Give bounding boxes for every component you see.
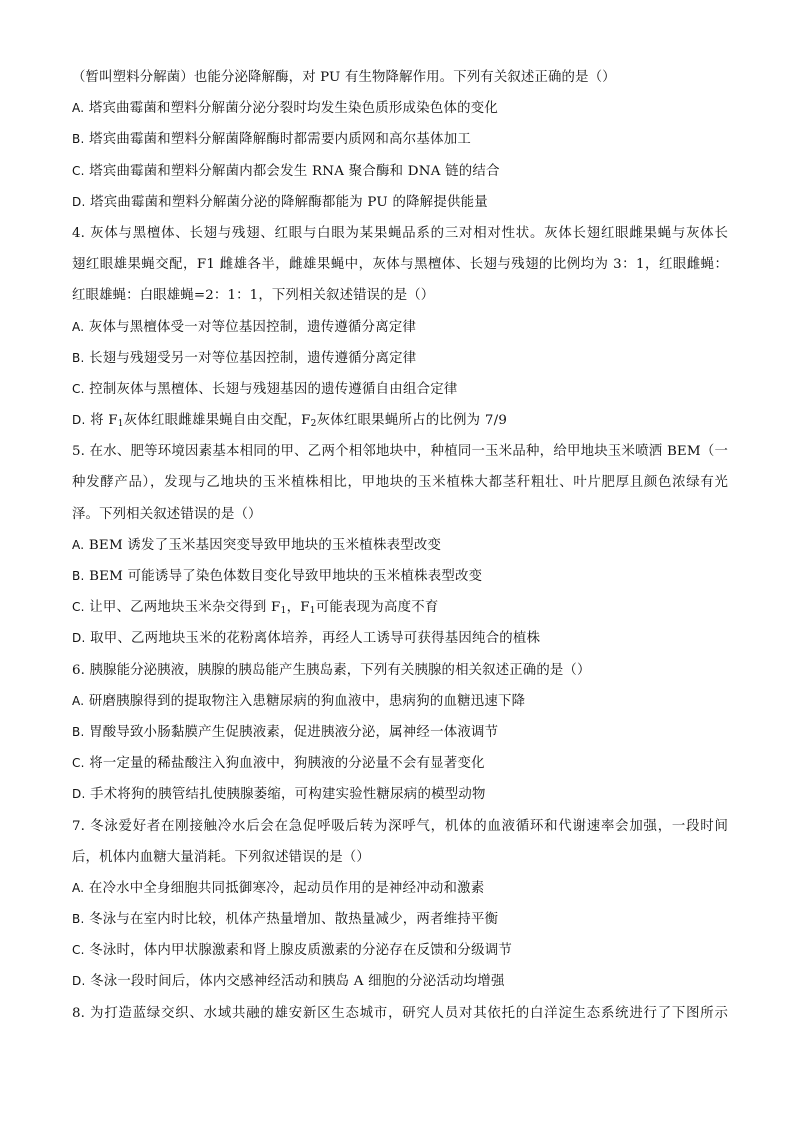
- option-label: B.: [72, 132, 85, 147]
- q5-option-c: [72, 592, 728, 623]
- q6-stem: 6. 胰腺能分泌胰液，胰腺的胰岛能产生胰岛素，下列有关胰腺的相关叙述正确的是（）: [72, 662, 591, 678]
- option-text-part: 灰体红眼雌雄果蝇自由交配，F: [123, 413, 311, 429]
- q4-option-a: [72, 312, 728, 343]
- option-text-part: 将 F: [90, 413, 118, 429]
- q5-stem-line-3: 泽。下列相关叙述错误的是（）: [72, 506, 262, 522]
- q6-option-d: [72, 779, 728, 810]
- option-text: 塔宾曲霉菌和塑料分解菌分泌的降解酶都能为 PU 的降解提供能量: [90, 194, 488, 210]
- q6-option-b: [72, 717, 728, 748]
- q5-option-b: [72, 561, 728, 592]
- q7-option-b: [72, 904, 728, 935]
- option-text: 将一定量的稀盐酸注入狗血液中，狗胰液的分泌量不会有显著变化: [89, 756, 485, 772]
- option-text: BEM 诱发了玉米基因突变导致甲地块的玉米植株表型改变: [88, 537, 442, 553]
- option-text: 冬泳一段时间后，体内交感神经活动和胰岛 A 细胞的分泌活动均增强: [90, 974, 505, 990]
- option-text-part: 可能表现为高度不育: [315, 600, 439, 616]
- option-label: A.: [72, 101, 85, 116]
- subscript: 1: [309, 606, 316, 617]
- subscript: 2: [310, 419, 317, 430]
- q3-option-b: [72, 124, 728, 155]
- option-label: B.: [72, 724, 85, 739]
- subscript: 1: [117, 419, 124, 430]
- option-text: 冬泳时，体内甲状腺激素和肾上腺皮质激素的分泌存在反馈和分级调节: [89, 943, 513, 959]
- option-label: B.: [72, 912, 85, 927]
- option-label: B.: [72, 569, 85, 583]
- option-label: D.: [72, 631, 86, 646]
- option-text: 胃酸导致小肠黏膜产生促胰液素，促进胰液分泌，属神经一体液调节: [89, 724, 499, 740]
- option-label: C.: [72, 163, 85, 178]
- q7-stem-line-2: 后，机体内血糖大量消耗。下列叙述错误的是（）: [72, 849, 370, 865]
- subscript: 1: [280, 606, 287, 617]
- option-label: D.: [72, 787, 86, 802]
- option-text: 在冷水中全身细胞共同抵御寒冷，起动员作用的是神经冲动和激素: [88, 880, 485, 896]
- q5-stem-line-2: 种发酵产品），发现与乙地块的玉米植株相比，甲地块的玉米植株大都茎秆粗壮、叶片肥厚且颜色浓绿有光: [72, 475, 728, 491]
- option-label: A.: [72, 693, 85, 708]
- option-text: 长翅与残翅受另一对等位基因控制，遗传遵循分离定律: [89, 350, 417, 366]
- q4-stem-line-3: 红眼雄蝇：白眼雄蝇=2：1：1，下列相关叙述错误的是（）: [72, 288, 435, 304]
- q4-option-c: [72, 374, 728, 405]
- q7-option-a: [72, 873, 728, 904]
- q3-option-c: [72, 156, 728, 187]
- q4-stem-line-2: 翅红眼雄果蝇交配，F1 雌雄各半，雌雄果蝇中，灰体与黑檀体、长翅与残翅的比例均为 3：1，红眼雌蝇：: [72, 257, 728, 273]
- option-label: C.: [72, 381, 85, 396]
- option-text: 塔宾曲霉菌和塑料分解菌内都会发生 RNA 聚合酶和 DNA 链的结合: [89, 163, 500, 179]
- option-text: 塔宾曲霉菌和塑料分解菌分泌分裂时均发生染色质形成染色体的变化: [88, 101, 499, 117]
- q4-option-d: [72, 405, 728, 436]
- option-label: C.: [72, 756, 85, 771]
- q6-option-a: [72, 686, 728, 717]
- q3-option-d: [72, 187, 728, 218]
- q7-option-d: [72, 966, 728, 997]
- q7-option-c: [72, 935, 728, 966]
- option-text: 冬泳与在室内时比较，机体产热量增加、散热量减少，两者维持平衡: [89, 912, 499, 928]
- q7-stem-line-1: 7. 冬泳爱好者在刚接触冷水后会在急促呼吸后转为深呼气，机体的血液循环和代谢速率会加强，一段时间: [72, 818, 728, 834]
- option-label: A.: [72, 537, 85, 552]
- option-text-part: ，F: [286, 600, 310, 616]
- q5-option-d: [72, 623, 728, 654]
- q3-stem-tail: （暂叫塑料分解菌）也能分泌降解酶，对 PU 有生物降解作用。下列有关叙述正确的是（）: [72, 70, 616, 85]
- option-label: B.: [72, 350, 85, 365]
- q5-option-a: [72, 530, 728, 561]
- option-text: BEM 可能诱导了染色体数目变化导致甲地块的玉米植株表型改变: [89, 569, 483, 584]
- option-label: A.: [72, 319, 85, 334]
- option-text: 手术将狗的胰管结扎使胰腺萎缩，可构建实验性糖尿病的模型动物: [90, 787, 486, 803]
- option-text: 取甲、乙两地块玉米的花粉离体培养，再经人工诱导可获得基因纯合的植株: [90, 631, 541, 647]
- q4-option-b: [72, 343, 728, 374]
- q4-stem-line-1: 4. 灰体与黑檀体、长翅与残翅、红眼与白眼为某果蝇品系的三对相对性状。灰体长翅红眼雌果蝇与灰体长: [72, 225, 728, 241]
- exam-page: [72, 62, 728, 1029]
- option-label: D.: [72, 974, 86, 989]
- option-label: A.: [72, 880, 85, 895]
- q5-stem-line-1: 5. 在水、肥等环境因素基本相同的甲、乙两个相邻地块中，种植同一玉米品种，给甲地块玉米喷洒 BEM（一: [72, 444, 728, 460]
- q8-stem-line-1: 8. 为打造蓝绿交织、水域共融的雄安新区生态城市，研究人员对其依托的白洋淀生态系统进行了下图所示: [72, 1005, 728, 1021]
- option-text: 控制灰体与黑檀体、长翅与残翅基因的遗传遵循自由组合定律: [89, 381, 458, 397]
- option-text: 灰体与黑檀体受一对等位基因控制，遗传遵循分离定律: [88, 319, 417, 335]
- option-text: 塔宾曲霉菌和塑料分解菌降解酶时都需要内质网和高尔基体加工: [89, 132, 471, 148]
- q6-option-c: [72, 748, 728, 779]
- option-label: D.: [72, 413, 86, 428]
- option-text-part: 让甲、乙两地块玉米杂交得到 F: [89, 600, 281, 616]
- option-label: C.: [72, 600, 85, 615]
- option-label: D.: [72, 194, 86, 209]
- q3-option-a: [72, 93, 728, 124]
- option-text-part: 灰体红眼果蝇所占的比例为 7/9: [316, 413, 508, 429]
- option-label: C.: [72, 943, 85, 958]
- option-text: 研磨胰腺得到的提取物注入患糖尿病的狗血液中，患病狗的血糖迅速下降: [88, 693, 526, 709]
